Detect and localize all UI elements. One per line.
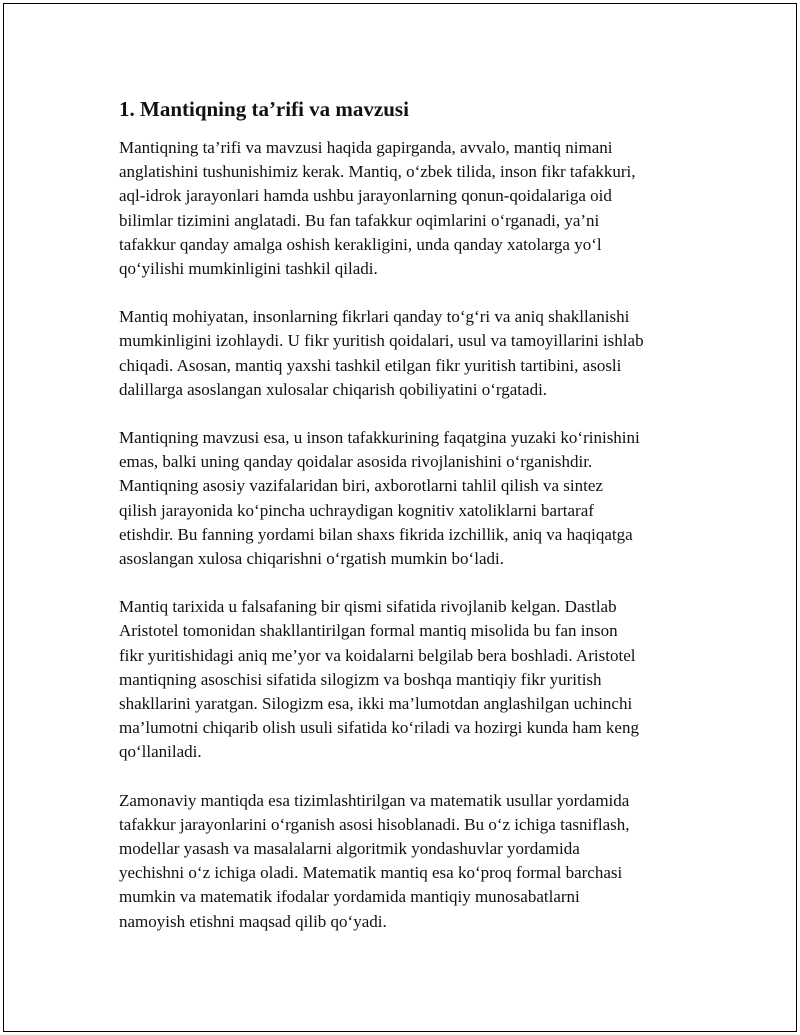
paragraph-subject [119, 426, 699, 571]
text-line: mumkinligini izohlaydi. U fikr yuritish qoidalari, usul va tamoyillarini ishlab [119, 331, 644, 351]
text-line: Mantiq mohiyatan, insonlarning fikrlari qanday to‘g‘ri va aniq shakllanishi [119, 307, 630, 327]
paragraph-essence [119, 305, 699, 402]
text-line: Mantiqning asosiy vazifalaridan biri, axborotlarni tahlil qilish va sintez [119, 476, 603, 496]
text-line: yechishni o‘z ichiga oladi. Matematik mantiq esa ko‘proq formal barchasi [119, 863, 623, 883]
text-line: mumkin va matematik ifodalar yordamida mantiqiy munosabatlarni [119, 887, 580, 907]
paragraph-modern-logic [119, 789, 699, 934]
text-line: fikr yuritishidagi aniq me’yor va koidalarni belgilab bera boshladi. Aristotel [119, 645, 636, 665]
text-line: dalillarga asoslangan xulosalar chiqarish qobiliyatini o‘rgatadi. [119, 379, 548, 399]
text-line: modellar yasash va masalalarni algoritmik yondashuvlar yordamida [119, 839, 580, 859]
text-line: ma’lumotni chiqarib olish usuli sifatida ko‘riladi va hozirgi kunda ham keng [119, 718, 639, 738]
text-line: Aristotel tomonidan shakllantirilgan formal mantiq misolida bu fan inson [119, 621, 618, 641]
text-line: shakllarini yaratgan. Silogizm esa, ikki ma’lumotdan anglashilgan uchinchi [119, 694, 633, 714]
text-line: bilimlar tizimini anglatadi. Bu fan tafakkur oqimlarini o‘rganadi, ya’ni [119, 210, 600, 230]
text-line: asoslangan xulosa chiqarishni o‘rgatish mumkin bo‘ladi. [119, 549, 504, 569]
text-line: qo‘llaniladi. [119, 742, 202, 762]
text-line: namoyish etishni maqsad qilib qo‘yadi. [119, 911, 387, 931]
text-line: Mantiqning mavzusi esa, u inson tafakkurining faqatgina yuzaki ko‘rinishini [119, 428, 640, 448]
text-line: aql-idrok jarayonlari hamda ushbu jarayonlarning qonun-qoidalariga oid [119, 186, 612, 206]
text-line: Zamonaviy mantiqda esa tizimlashtirilgan va matematik usullar yordamida [119, 790, 630, 810]
text-line: qilish jarayonida ko‘pincha uchraydigan kognitiv xatoliklarni bartaraf [119, 500, 594, 520]
text-line: tafakkur jarayonlarini o‘rganish asosi hisoblanadi. Bu o‘z ichiga tasniflash, [119, 814, 630, 834]
text-line: emas, balki uning qanday qoidalar asosida rivojlanishini o‘rganishdir. [119, 452, 593, 472]
text-line: etishdir. Bu fanning yordami bilan shaxs fikrida izchillik, aniq va haqiqatga [119, 524, 633, 544]
text-line: chiqadi. Asosan, mantiq yaxshi tashkil etilgan fikr yuritish tartibini, asosli [119, 355, 622, 375]
paragraph-history [119, 595, 699, 764]
text-line: Mantiqning ta’rifi va mavzusi haqida gapirganda, avvalo, mantiq nimani [119, 138, 613, 157]
text-line: tafakkur qanday amalga oshish kerakligini, unda qanday xatolarga yo‘l [119, 234, 602, 254]
paragraph-definition [119, 136, 699, 281]
document-content [119, 94, 699, 958]
text-line: anglatishini tushunishimiz kerak. Mantiq, o‘zbek tilida, inson fikr tafakkuri, [119, 162, 636, 182]
document-page [3, 3, 797, 1032]
section-heading: 1. Mantiqning ta’rifi va mavzusi [119, 97, 409, 121]
text-line: mantiqning asoschisi sifatida silogizm va boshqa mantiqiy fikr yuritish [119, 669, 602, 689]
text-line: qo‘yilishi mumkinligini tashkil qiladi. [119, 259, 378, 279]
text-line: Mantiq tarixida u falsafaning bir qismi sifatida rivojlanib kelgan. Dastlab [119, 597, 617, 617]
